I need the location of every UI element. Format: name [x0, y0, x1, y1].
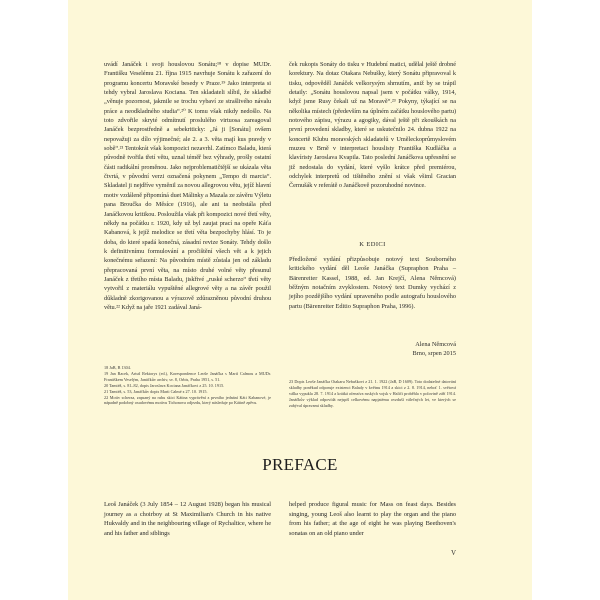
footnote: 20 Tamtéž, s. 81–82, dopis Jaroslava Kociana Janáčkovi z 25. 10. 1915.	[104, 382, 225, 388]
preface-right-text: helped produce figural music for Mass on feast days. Besides singing, young Leoš also learnt to play the organ and the piano from his father; at the age of eight he was playing Beethoven's sonatas on an old piano under	[289, 501, 456, 537]
footnote: 18 JaB, B 1304.	[104, 365, 131, 370]
footnote: 19 Jan Racek, Artuš Rektorys (ed.), Korespondence Leoše Janáčka s Marií Calmou a MUDr. Františkem Veselým, Janáčkův archiv, sv. 8, Orbis, Praha 1951, s. 51.	[104, 370, 271, 382]
k-edici-heading: K EDICI	[359, 241, 386, 248]
preface-right-column	[289, 500, 456, 538]
czech-right-column-text: ček rukopis Sonáty do tisku v Hudební matici, udělal ještě drobné korektury. Na dotaz Otakara Nebušky, který Sonátu připravoval k tisku, odpověděl Janáček velkorysým shrnutím, aniž by se trápil detaily: „Sonátu houslovou napsal jsem v počátku války, 1914, když jsme Rusy čekali už na Moravě“.²³ Pokyny, týkající se na několika místech (především na úplném začátku houslového partu) notového zápisu, výrazu a agogiky, dával ještě při zkouškách na první provedení skladby, které se uskutečnilo 24. dubna 1922 na koncertě Klubu moravských skladatelů v Uměleckoprůmyslovém muzeu v Brně v interpretaci houslisty Františka Kudláčka a klavíristy Jaroslava Kvapila. Tato poslední Janáčkova upřesnění se již nedostala do vydání, které vyšlo krátce před premiérou, odchylek interpretů od tištěného znění si však všiml Gracian Černušák v referátě o Janáčkově pozoruhodné novince.	[289, 61, 456, 190]
czech-left-column	[104, 60, 271, 312]
book-page	[68, 0, 532, 600]
preface-heading: PREFACE	[262, 455, 338, 474]
footnote: 22 Motiv scherza, zapsaný na rubu skici Kátina vyprávění z prvního jednání Káti Kabanové, je nápadně podobný oxadovému motivu Tichonova odjezdu, který následuje po Kátině zpěvu.	[104, 394, 271, 406]
preface-left-column	[104, 500, 271, 538]
k-edici-text: Předložené vydání přizpůsobuje notový text Souborného kritického vydání děl Leoše Janáčka (Supraphon Praha – Bärenreiter Kassel, 1988, ed. Jan Krejčí, Alena Němcová) běžným notačním zvyklostem. Notový text Dumky vychází z jejího pozdějšího vydání upraveného podle autografu houslového partu (Bärenreiter Editio Supraphon Praha, 1996).	[289, 256, 456, 310]
preface-left-text: Leoš Janáček (3 July 1854 – 12 August 1928) began his musical journey as a choirboy at St Maximilian's Church in his native Hukvaldy and in the neighbouring village of Rychaltice, where he and his father and siblings	[104, 501, 271, 537]
k-edici-section	[289, 255, 456, 311]
footnote: 23 Dopis Leoše Janáčka Otakaru Nebuškovi z 21. 1. 1922 (JaB, D 1609). Toto dodatečné datování skladby poněkud odporuje existenci Balady v květnu 1914 a skici z 2. 8. 1914, neboť 1. světová válka vypukla 28. 7. 1914 a krátká ofenzíva ruských vojsk v Haliči proběhla v polovině září 1914. Janáčkův výklad odpovídá nejspíš celkovému napjatému ovzduší válečných let, ve kterých se zabýval úpravami skladby.	[289, 379, 456, 408]
footnotes-left	[104, 365, 271, 406]
czech-left-column-text: uvádí Janáček i svoji houslovou Sonátu;¹⁸ v dopise MUDr. Františku Veselému 21. října 1915 navrhuje Sonátu k zařazení do programu koncertu Moravské besedy v Praze.¹⁹ Jako interpreta si tehdy vybral Jaroslava Kociana. Ten skladateli slíbil, že skladbě „věnuje pozornost, jakmile se trochu vybaví ze strašlivého návalu práce a neodkladného studia“.²⁰ K tomu však nikdy nedošlo. Na toto zdvořile skryté odmítnutí proslulého virtuosa zareagoval Janáček bezprostředně a sebekriticky: „Já ji [Sonátu] ovšem nepovažuji za dílo výjimečné; ale 2. a 3. věta mají kus pravdy v sobě“.²¹ Tentokrát však kompozici nezavrhl. Zatímco Baladu, která původně tvořila třetí větu, uznal téměř bez výhrady, prošly ostatní části radikální proměnou. Jako nejproblematičtější se ukázala věta čtvrtá, v původní verzi označená pokynem „Tempo di marcia“. Skladatel ji nejdříve vyměnil za novou allegrovou větu, jejíž hlavní motiv vzdáleně připomíná duet Málinky a Mazala ze závěru Výletu pana Broučka do Měsíce (1916), ale ani ta neobstála před Janáčkovou kritikou. Posloužila však při kompozici nové třetí věty, někdy na počátku r. 1920, kdy už byl zaujat prací na opeře Káťa Kabanová, k jejíž melodice se třetí věta bezpochyby hlásí. To je doba, do které spadá konečná, zásadní revize Sonáty. Tehdy došlo k definitivnímu formulování a pročištění všech vět a k jejich konečnému seřazení: Na původním místě zůstala jen od základu přepracovaná první věta, na místo druhé volné věty přesunul Janáček z třetího místa Baladu, jiskřivé „ruské scherzo“ třetí věty vytvořil z materiálu vypuštěné allegrové věty a na závěr použil důkladně zkorigovanou a výrazově zdůrazněnou původní druhou větu.²² Když na jaře 1921 zadával Janá-	[104, 61, 271, 311]
page-number: V	[451, 549, 457, 557]
footnote: 21 Tamtéž, s. 53, Janáčkův dopis Marii Calmé z 27. 10. 1915.	[104, 388, 208, 394]
czech-right-column	[289, 60, 456, 191]
signature-place-date: Brno, srpen 2015	[412, 350, 456, 358]
footnotes-right	[289, 379, 456, 409]
signature-block	[289, 340, 456, 359]
signature-name: Alena Němcová	[415, 341, 456, 348]
